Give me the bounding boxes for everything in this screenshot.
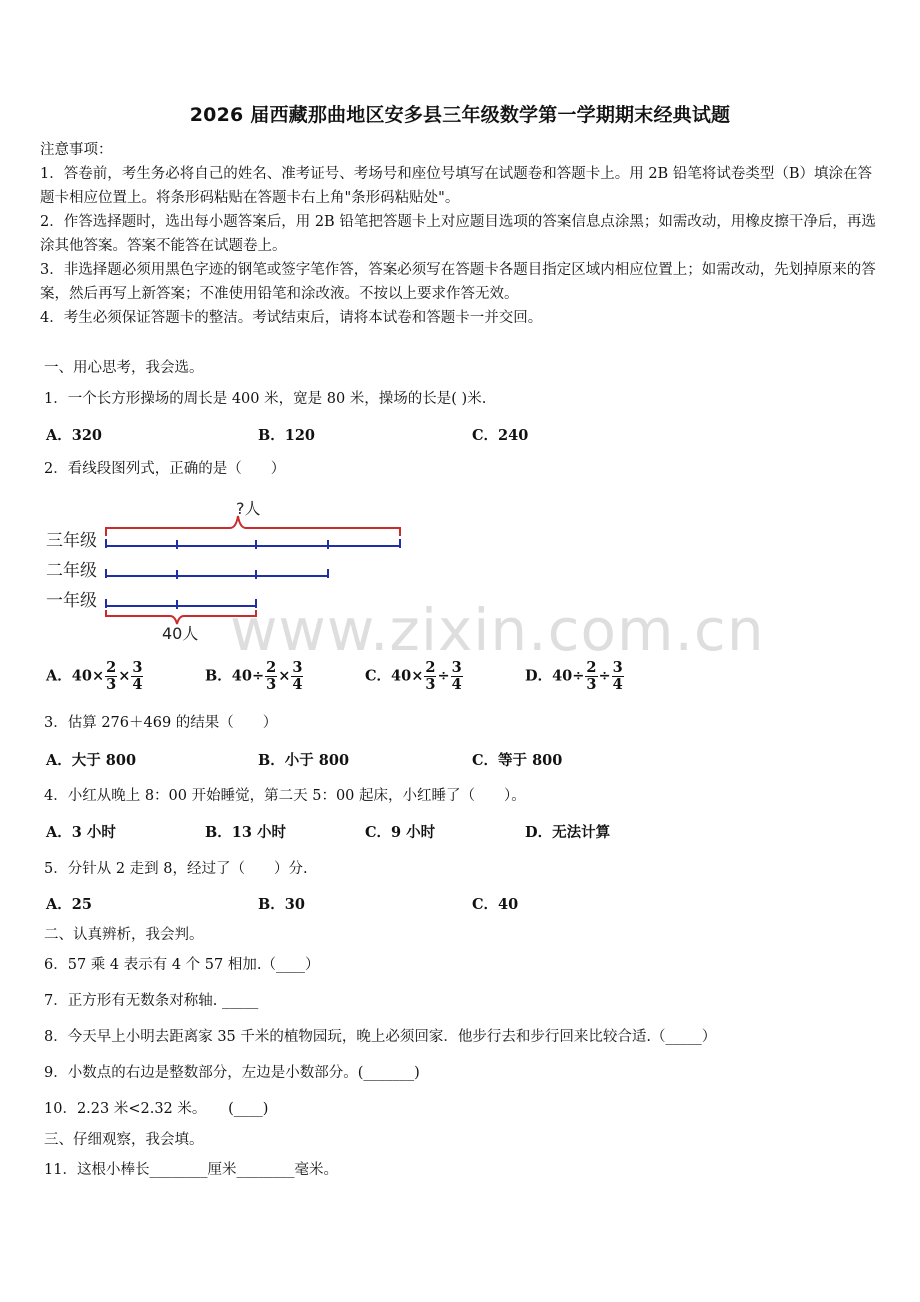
q4-option-a: A．3 小时 (46, 824, 116, 841)
notes-item: 4．考生必须保证答题卡的整洁。考试结束后，请将本试卷和答题卡一并交回。 (40, 310, 543, 326)
q2-option-a: A．40× $\frac{2}{3}$ × $\frac{3}{4}$ (46, 659, 143, 693)
q4-option-d: D．无法计算 (525, 824, 611, 841)
q3-option-c: C．等于 800 (472, 752, 563, 769)
section-heading: 一、用心思考，我会选。 (44, 360, 204, 376)
notes-item: 2．作答选择题时，选出每小题答案后，用 2B 铅笔把答题卡上对应题目选项的答案信息点涂黑；如需改动，用橡皮擦干净后，再选涂其他答案。答案不能答在试题卷上。 (40, 214, 876, 254)
notes-block (40, 138, 885, 330)
q1-option-a: A．320 (46, 427, 103, 444)
q4-option-c: C．9 小时 (365, 824, 436, 841)
section-heading: 三、仔细观察，我会填。 (44, 1132, 204, 1148)
q5-option-c: C．40 (472, 896, 519, 913)
q5-option-a: A．25 (46, 896, 92, 913)
question-10: 10．2.23 米<2.32 米。 (____) (44, 1101, 269, 1117)
q3-option-b: B．小于 800 (258, 752, 350, 769)
notes-item: 1．答卷前，考生务必将自己的姓名、准考证号、考场号和座位号填写在试题卷和答题卡上。用 2B 铅笔将试卷类型（B）填涂在答题卡相应位置上。将条形码粘贴在答题卡右上角"条形码粘贴处"。 (40, 166, 872, 206)
q2-option-b: B．40÷ $\frac{2}{3}$ × $\frac{3}{4}$ (205, 659, 303, 693)
question-9: 9．小数点的右边是整数部分，左边是小数部分。(_______) (44, 1065, 420, 1081)
segment-grade2 (106, 569, 328, 579)
page-title: 2026 届西藏那曲地区安多县三年级数学第一学期期末经典试题 (189, 104, 731, 126)
question-5: 5．分针从 2 走到 8，经过了（ ）分. (44, 861, 308, 877)
row-label-grade2: 二年级 (46, 561, 97, 581)
section-heading: 二、认真辨析，我会判。 (44, 927, 204, 943)
q3-option-a: A．大于 800 (46, 752, 137, 769)
bottom-label: 40人 (162, 624, 199, 643)
q2-option-c: C．40× $\frac{2}{3}$ ÷ $\frac{3}{4}$ (365, 659, 462, 693)
top-brace (106, 516, 400, 536)
row-label-grade3: 三年级 (46, 531, 97, 551)
watermark: www.zixin.com.cn (230, 596, 765, 664)
question-3: 3．估算 276＋469 的结果（ ） (44, 715, 278, 731)
q5-option-b: B．30 (258, 896, 305, 913)
q1-option-b: B．120 (258, 427, 316, 444)
question-1: 1．一个长方形操场的周长是 400 米，宽是 80 米，操场的长是( )米. (44, 391, 487, 407)
question-8: 8．今天早上小明去距离家 35 千米的植物园玩，晚上必须回家．他步行去和步行回来比较合适.（_____） (44, 1029, 717, 1045)
question-4: 4．小红从晚上 8：00 开始睡觉，第二天 5：00 起床，小红睡了（ ）。 (44, 788, 526, 804)
top-label: ?人 (236, 499, 261, 518)
question-6: 6．57 乘 4 表示有 4 个 57 相加.（____） (44, 957, 320, 973)
notes-heading: 注意事项： (40, 142, 113, 158)
segment-grade3 (106, 539, 400, 549)
question-2: 2．看线段图列式，正确的是（ ） (44, 461, 286, 477)
q4-option-b: B．13 小时 (205, 824, 286, 841)
q2-option-d: D．40÷ $\frac{2}{3}$ ÷ $\frac{3}{4}$ (525, 659, 623, 693)
row-label-grade1: 一年级 (46, 591, 97, 611)
question-11: 11．这根小棒长________厘米________毫米。 (44, 1162, 338, 1178)
question-7: 7．正方形有无数条对称轴. _____ (44, 993, 259, 1009)
q1-option-c: C．240 (472, 427, 529, 444)
notes-item: 3．非选择题必须用黑色字迹的钢笔或签字笔作答，答案必须写在答题卡各题目指定区域内相应位置上；如需改动，先划掉原来的答案，然后再写上新答案；不准使用铅笔和涂改液。不按以上要求作答无效。 (40, 262, 876, 302)
